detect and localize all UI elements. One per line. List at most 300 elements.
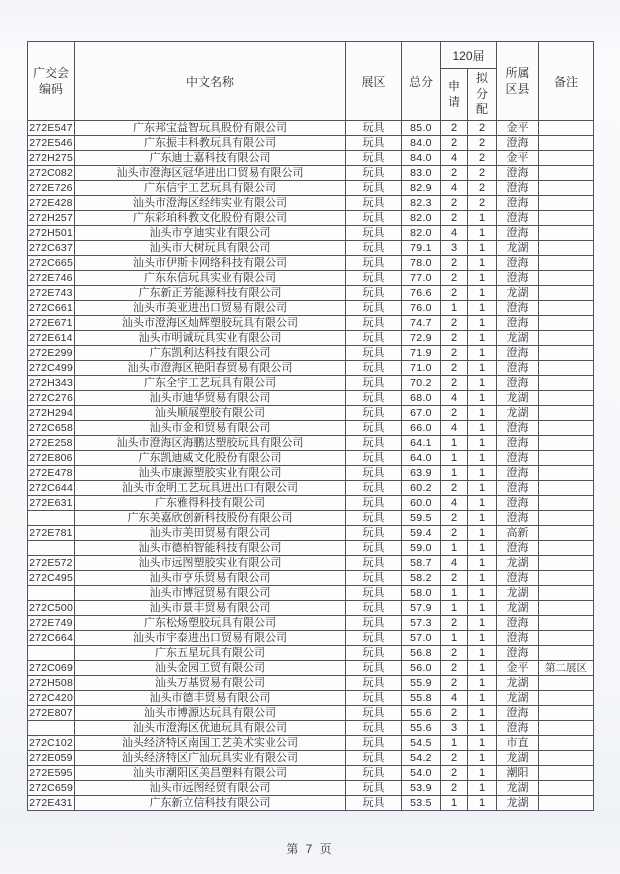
cell-remark xyxy=(539,421,594,436)
cell-alloc: 1 xyxy=(468,646,497,661)
cell-name: 汕头市亨迪实业有限公司 xyxy=(75,226,346,241)
cell-alloc: 1 xyxy=(468,571,497,586)
cell-district: 澄海 xyxy=(497,271,539,286)
cell-code: 272E671 xyxy=(29,317,73,329)
cell-name: 汕头经济特区广汕玩具实业有限公司 xyxy=(75,751,346,766)
table-row xyxy=(28,436,594,451)
cell-district: 金平 xyxy=(497,121,539,136)
cell-zone: 玩具 xyxy=(346,601,402,616)
cell-alloc: 1 xyxy=(468,586,497,601)
cell-total: 63.9 xyxy=(402,466,441,481)
cell-remark xyxy=(539,796,594,811)
table-row xyxy=(28,181,594,196)
cell-remark xyxy=(539,181,594,196)
cell-code: 272C644 xyxy=(28,482,74,494)
table-row xyxy=(28,466,594,481)
cell-remark xyxy=(539,481,594,496)
cell-district: 澄海 xyxy=(497,616,539,631)
cell-name: 广东全宇工艺玩具有限公司 xyxy=(75,376,346,391)
table-row xyxy=(28,286,594,301)
table-row xyxy=(28,346,594,361)
cell-district: 澄海 xyxy=(497,376,539,391)
cell-total: 59.5 xyxy=(402,511,441,526)
cell-total: 74.7 xyxy=(402,316,441,331)
cell-apply: 1 xyxy=(441,631,468,646)
cell-name: 汕头市金和贸易有限公司 xyxy=(75,421,346,436)
cell-alloc: 1 xyxy=(468,301,497,316)
cell-code: 272E746 xyxy=(29,272,73,284)
cell-zone: 玩具 xyxy=(346,316,402,331)
cell-total: 67.0 xyxy=(402,406,441,421)
cell-code xyxy=(28,721,75,736)
cell-zone: 玩具 xyxy=(346,406,402,421)
cell-alloc: 1 xyxy=(468,226,497,241)
cell-name: 汕头市澄海区经纬实业有限公司 xyxy=(75,196,346,211)
cell-district: 龙湖 xyxy=(497,751,539,766)
cell-district: 龙湖 xyxy=(497,331,539,346)
cell-remark xyxy=(539,691,594,706)
allocation-table xyxy=(27,41,594,811)
cell-alloc: 1 xyxy=(468,361,497,376)
cell-code: 272E595 xyxy=(29,767,73,779)
cell-remark xyxy=(539,166,594,181)
table-row xyxy=(28,166,594,181)
cell-code: 272E572 xyxy=(29,557,73,569)
cell-total: 60.0 xyxy=(402,496,441,511)
table-row xyxy=(28,586,594,601)
cell-name: 汕头市澄海区灿辉塑胶玩具有限公司 xyxy=(75,316,346,331)
cell-name: 广东新立信科技有限公司 xyxy=(75,796,346,811)
cell-remark xyxy=(539,136,594,151)
table-row xyxy=(28,526,594,541)
cell-remark xyxy=(539,211,594,226)
col-header-total: 总分 xyxy=(402,42,441,121)
cell-zone: 玩具 xyxy=(346,541,402,556)
cell-remark xyxy=(539,226,594,241)
cell-name: 汕头市美田贸易有限公司 xyxy=(75,526,346,541)
cell-remark xyxy=(539,601,594,616)
cell-zone: 玩具 xyxy=(346,511,402,526)
cell-district: 澄海 xyxy=(497,451,539,466)
table-row xyxy=(28,766,594,781)
cell-remark xyxy=(539,616,594,631)
cell-alloc: 2 xyxy=(468,166,497,181)
cell-zone: 玩具 xyxy=(346,631,402,646)
cell-name: 汕头市大树玩具有限公司 xyxy=(75,241,346,256)
cell-name: 汕头市博源达玩具有限公司 xyxy=(75,706,346,721)
table-row xyxy=(28,451,594,466)
cell-code: 272C659 xyxy=(28,782,74,794)
cell-district: 澄海 xyxy=(497,496,539,511)
cell-remark xyxy=(539,241,594,256)
table-row xyxy=(28,706,594,721)
cell-code: 272C500 xyxy=(28,602,74,614)
cell-code xyxy=(28,646,75,661)
cell-name: 汕头市远图塑胶实业有限公司 xyxy=(75,556,346,571)
cell-code: 272E807 xyxy=(29,707,73,719)
cell-code: 272E743 xyxy=(29,287,73,299)
cell-name: 广东五星玩具有限公司 xyxy=(75,646,346,661)
table-row xyxy=(28,196,594,211)
cell-zone: 玩具 xyxy=(346,481,402,496)
cell-apply: 4 xyxy=(441,496,468,511)
table-row xyxy=(28,631,594,646)
col-header-apply-label: 申请 xyxy=(447,78,460,109)
cell-total: 55.8 xyxy=(402,691,441,706)
cell-remark xyxy=(539,511,594,526)
cell-zone: 玩具 xyxy=(346,136,402,151)
cell-zone: 玩具 xyxy=(346,751,402,766)
cell-code: 272C069 xyxy=(28,662,74,674)
cell-total: 58.0 xyxy=(402,586,441,601)
cell-total: 85.0 xyxy=(402,121,441,136)
table-row xyxy=(28,661,594,676)
cell-name: 广东振丰科教玩具有限公司 xyxy=(75,136,346,151)
table-row xyxy=(28,376,594,391)
cell-code: 272E726 xyxy=(29,182,73,194)
cell-total: 56.8 xyxy=(402,646,441,661)
cell-alloc: 1 xyxy=(468,526,497,541)
cell-total: 54.0 xyxy=(402,766,441,781)
cell-apply: 2 xyxy=(441,526,468,541)
cell-remark xyxy=(539,406,594,421)
cell-apply: 2 xyxy=(441,646,468,661)
cell-code: 272E299 xyxy=(29,347,73,359)
cell-district: 龙湖 xyxy=(497,406,539,421)
cell-alloc: 1 xyxy=(468,616,497,631)
cell-alloc: 1 xyxy=(468,346,497,361)
cell-alloc: 1 xyxy=(468,391,497,406)
cell-district: 金平 xyxy=(497,151,539,166)
table-row xyxy=(28,241,594,256)
cell-remark xyxy=(539,316,594,331)
cell-district: 龙湖 xyxy=(497,586,539,601)
cell-apply: 1 xyxy=(441,541,468,556)
cell-district: 龙湖 xyxy=(497,241,539,256)
cell-code: 272E781 xyxy=(29,527,73,539)
table-row xyxy=(28,781,594,796)
cell-total: 72.9 xyxy=(402,331,441,346)
cell-zone: 玩具 xyxy=(346,256,402,271)
cell-remark xyxy=(539,391,594,406)
cell-remark xyxy=(539,751,594,766)
cell-code: 272E478 xyxy=(29,467,73,479)
cell-zone: 玩具 xyxy=(346,376,402,391)
cell-code: 272H508 xyxy=(28,677,74,689)
cell-remark xyxy=(539,196,594,211)
cell-alloc: 1 xyxy=(468,541,497,556)
col-header-district xyxy=(497,42,539,121)
cell-alloc: 1 xyxy=(468,436,497,451)
cell-total: 79.1 xyxy=(402,241,441,256)
cell-code: 272E749 xyxy=(29,617,73,629)
cell-zone: 玩具 xyxy=(346,781,402,796)
cell-total: 64.0 xyxy=(402,451,441,466)
cell-name: 汕头市澄海区海鹏达塑胶玩具有限公司 xyxy=(75,436,346,451)
cell-code: 272E546 xyxy=(29,137,73,149)
cell-remark xyxy=(539,361,594,376)
cell-name: 汕头市澄海区艳阳春贸易有限公司 xyxy=(75,361,346,376)
table-row xyxy=(28,331,594,346)
cell-total: 57.3 xyxy=(402,616,441,631)
cell-alloc: 1 xyxy=(468,556,497,571)
cell-alloc: 1 xyxy=(468,601,497,616)
table-row xyxy=(28,391,594,406)
cell-remark xyxy=(539,346,594,361)
cell-code: 272C664 xyxy=(28,632,74,644)
cell-zone: 玩具 xyxy=(346,691,402,706)
cell-district: 龙湖 xyxy=(497,286,539,301)
cell-apply: 2 xyxy=(441,166,468,181)
cell-name: 广东雅得科技有限公司 xyxy=(75,496,346,511)
col-header-code-label: 广交会编码 xyxy=(32,65,69,96)
cell-alloc: 1 xyxy=(468,631,497,646)
cell-code: 272E059 xyxy=(29,752,73,764)
cell-alloc: 1 xyxy=(468,406,497,421)
cell-total: 82.0 xyxy=(402,226,441,241)
cell-remark xyxy=(539,556,594,571)
cell-district: 龙湖 xyxy=(497,781,539,796)
cell-district: 澄海 xyxy=(497,316,539,331)
cell-apply: 2 xyxy=(441,211,468,226)
cell-remark xyxy=(539,271,594,286)
cell-zone: 玩具 xyxy=(346,526,402,541)
cell-zone: 玩具 xyxy=(346,616,402,631)
cell-alloc: 1 xyxy=(468,511,497,526)
cell-code: 272C661 xyxy=(28,302,74,314)
cell-alloc: 1 xyxy=(468,241,497,256)
cell-apply: 4 xyxy=(441,151,468,166)
cell-code: 272C082 xyxy=(28,167,74,179)
cell-name: 汕头万基贸易有限公司 xyxy=(75,676,346,691)
cell-code: 272H257 xyxy=(28,212,74,224)
cell-name: 广东东信玩具实业有限公司 xyxy=(75,271,346,286)
cell-zone: 玩具 xyxy=(346,736,402,751)
cell-apply: 2 xyxy=(441,121,468,136)
cell-district: 澄海 xyxy=(497,361,539,376)
cell-alloc: 1 xyxy=(468,691,497,706)
cell-alloc: 2 xyxy=(468,196,497,211)
cell-apply: 2 xyxy=(441,616,468,631)
cell-apply: 2 xyxy=(441,316,468,331)
cell-district: 澄海 xyxy=(497,421,539,436)
cell-total: 76.0 xyxy=(402,301,441,316)
table-row xyxy=(28,481,594,496)
cell-apply: 3 xyxy=(441,241,468,256)
cell-zone: 玩具 xyxy=(346,391,402,406)
table-row xyxy=(28,556,594,571)
cell-district: 澄海 xyxy=(497,481,539,496)
cell-zone: 玩具 xyxy=(346,271,402,286)
cell-name: 汕头市亨乐贸易有限公司 xyxy=(75,571,346,586)
cell-zone: 玩具 xyxy=(346,211,402,226)
cell-name: 广东美嘉欣创新科技股份有限公司 xyxy=(75,511,346,526)
cell-alloc: 1 xyxy=(468,271,497,286)
cell-apply: 1 xyxy=(441,796,468,811)
cell-apply: 2 xyxy=(441,136,468,151)
table-row xyxy=(28,211,594,226)
cell-code: 272C499 xyxy=(28,362,74,374)
cell-code: 272H501 xyxy=(28,227,74,239)
cell-name: 广东凯利达科技有限公司 xyxy=(75,346,346,361)
cell-remark xyxy=(539,541,594,556)
cell-remark xyxy=(539,331,594,346)
cell-name: 汕头市德丰贸易有限公司 xyxy=(75,691,346,706)
col-header-name: 中文名称 xyxy=(75,42,346,121)
cell-zone: 玩具 xyxy=(346,436,402,451)
cell-district: 龙湖 xyxy=(497,556,539,571)
cell-apply: 2 xyxy=(441,256,468,271)
cell-zone: 玩具 xyxy=(346,121,402,136)
cell-apply: 3 xyxy=(441,721,468,736)
cell-district: 澄海 xyxy=(497,631,539,646)
cell-remark xyxy=(539,526,594,541)
cell-district: 澄海 xyxy=(497,646,539,661)
cell-district: 潮阳 xyxy=(497,766,539,781)
cell-total: 55.9 xyxy=(402,676,441,691)
cell-code: 272C637 xyxy=(28,242,74,254)
cell-remark xyxy=(539,121,594,136)
cell-zone: 玩具 xyxy=(346,646,402,661)
cell-remark xyxy=(539,586,594,601)
cell-zone: 玩具 xyxy=(346,556,402,571)
cell-code: 272E547 xyxy=(29,122,73,134)
cell-name: 汕头市迪华贸易有限公司 xyxy=(75,391,346,406)
cell-remark xyxy=(539,676,594,691)
cell-district: 龙湖 xyxy=(497,691,539,706)
cell-district: 澄海 xyxy=(497,511,539,526)
cell-district: 高新 xyxy=(497,526,539,541)
table-row xyxy=(28,226,594,241)
table-row xyxy=(28,691,594,706)
cell-code: 272E428 xyxy=(29,197,73,209)
cell-apply: 2 xyxy=(441,706,468,721)
cell-code: 272C102 xyxy=(28,737,74,749)
cell-remark xyxy=(539,376,594,391)
cell-total: 54.5 xyxy=(402,736,441,751)
cell-apply: 4 xyxy=(441,181,468,196)
cell-alloc: 1 xyxy=(468,781,497,796)
table-row xyxy=(28,121,594,136)
cell-district: 澄海 xyxy=(497,346,539,361)
cell-zone: 玩具 xyxy=(346,226,402,241)
table-row xyxy=(28,316,594,331)
cell-apply: 1 xyxy=(441,586,468,601)
cell-total: 58.7 xyxy=(402,556,441,571)
cell-name: 汕头市澄海区优迪玩具有限公司 xyxy=(75,721,346,736)
cell-remark xyxy=(539,631,594,646)
cell-district: 金平 xyxy=(497,661,539,676)
cell-remark xyxy=(539,301,594,316)
cell-alloc: 2 xyxy=(468,121,497,136)
cell-apply: 1 xyxy=(441,601,468,616)
col-header-session: 120届 xyxy=(441,42,497,69)
table-row xyxy=(28,736,594,751)
table-row xyxy=(28,721,594,736)
cell-remark xyxy=(539,466,594,481)
cell-code: 272C495 xyxy=(28,572,74,584)
cell-total: 59.0 xyxy=(402,541,441,556)
cell-alloc: 1 xyxy=(468,331,497,346)
cell-alloc: 1 xyxy=(468,496,497,511)
table-row xyxy=(28,421,594,436)
cell-remark: 第二展区 xyxy=(539,661,594,676)
cell-name: 广东迪士嘉科技有限公司 xyxy=(75,151,346,166)
cell-zone: 玩具 xyxy=(346,421,402,436)
cell-remark xyxy=(539,736,594,751)
cell-name: 汕头市远图经贸有限公司 xyxy=(75,781,346,796)
cell-name: 汕头市德柏智能科技有限公司 xyxy=(75,541,346,556)
cell-zone: 玩具 xyxy=(346,706,402,721)
cell-apply: 4 xyxy=(441,421,468,436)
cell-zone: 玩具 xyxy=(346,451,402,466)
cell-total: 71.9 xyxy=(402,346,441,361)
cell-apply: 1 xyxy=(441,736,468,751)
col-header-alloc-label: 拟分配 xyxy=(475,71,488,117)
cell-total: 53.9 xyxy=(402,781,441,796)
cell-alloc: 1 xyxy=(468,661,497,676)
cell-zone: 玩具 xyxy=(346,241,402,256)
cell-remark xyxy=(539,571,594,586)
cell-apply: 2 xyxy=(441,781,468,796)
table-body xyxy=(28,121,594,811)
cell-code xyxy=(28,511,75,526)
cell-district: 龙湖 xyxy=(497,391,539,406)
cell-apply: 1 xyxy=(441,466,468,481)
cell-code: 272E631 xyxy=(29,497,73,509)
cell-district: 市直 xyxy=(497,736,539,751)
cell-zone: 玩具 xyxy=(346,361,402,376)
cell-alloc: 1 xyxy=(468,376,497,391)
cell-name: 广东信宇工艺玩具有限公司 xyxy=(75,181,346,196)
cell-zone: 玩具 xyxy=(346,346,402,361)
cell-district: 澄海 xyxy=(497,721,539,736)
cell-code: 272E258 xyxy=(29,437,73,449)
cell-district: 龙湖 xyxy=(497,601,539,616)
table-row xyxy=(28,151,594,166)
cell-alloc: 1 xyxy=(468,256,497,271)
col-header-code xyxy=(28,42,75,121)
cell-zone: 玩具 xyxy=(346,331,402,346)
cell-zone: 玩具 xyxy=(346,196,402,211)
table-row xyxy=(28,796,594,811)
cell-total: 71.0 xyxy=(402,361,441,376)
cell-district: 澄海 xyxy=(497,571,539,586)
cell-apply: 2 xyxy=(441,661,468,676)
cell-alloc: 2 xyxy=(468,151,497,166)
cell-name: 广东邦宝益智玩具股份有限公司 xyxy=(75,121,346,136)
cell-zone: 玩具 xyxy=(346,301,402,316)
cell-total: 77.0 xyxy=(402,271,441,286)
cell-apply: 4 xyxy=(441,556,468,571)
cell-total: 58.2 xyxy=(402,571,441,586)
cell-total: 60.2 xyxy=(402,481,441,496)
cell-zone: 玩具 xyxy=(346,466,402,481)
table-row xyxy=(28,541,594,556)
cell-apply: 1 xyxy=(441,436,468,451)
cell-district: 澄海 xyxy=(497,436,539,451)
cell-district: 澄海 xyxy=(497,226,539,241)
cell-apply: 2 xyxy=(441,766,468,781)
cell-code: 272C658 xyxy=(28,422,74,434)
cell-total: 83.0 xyxy=(402,166,441,181)
table-row xyxy=(28,496,594,511)
col-header-zone: 展区 xyxy=(346,42,402,121)
cell-code: 272C420 xyxy=(28,692,74,704)
cell-apply: 2 xyxy=(441,376,468,391)
cell-zone: 玩具 xyxy=(346,571,402,586)
cell-remark xyxy=(539,286,594,301)
